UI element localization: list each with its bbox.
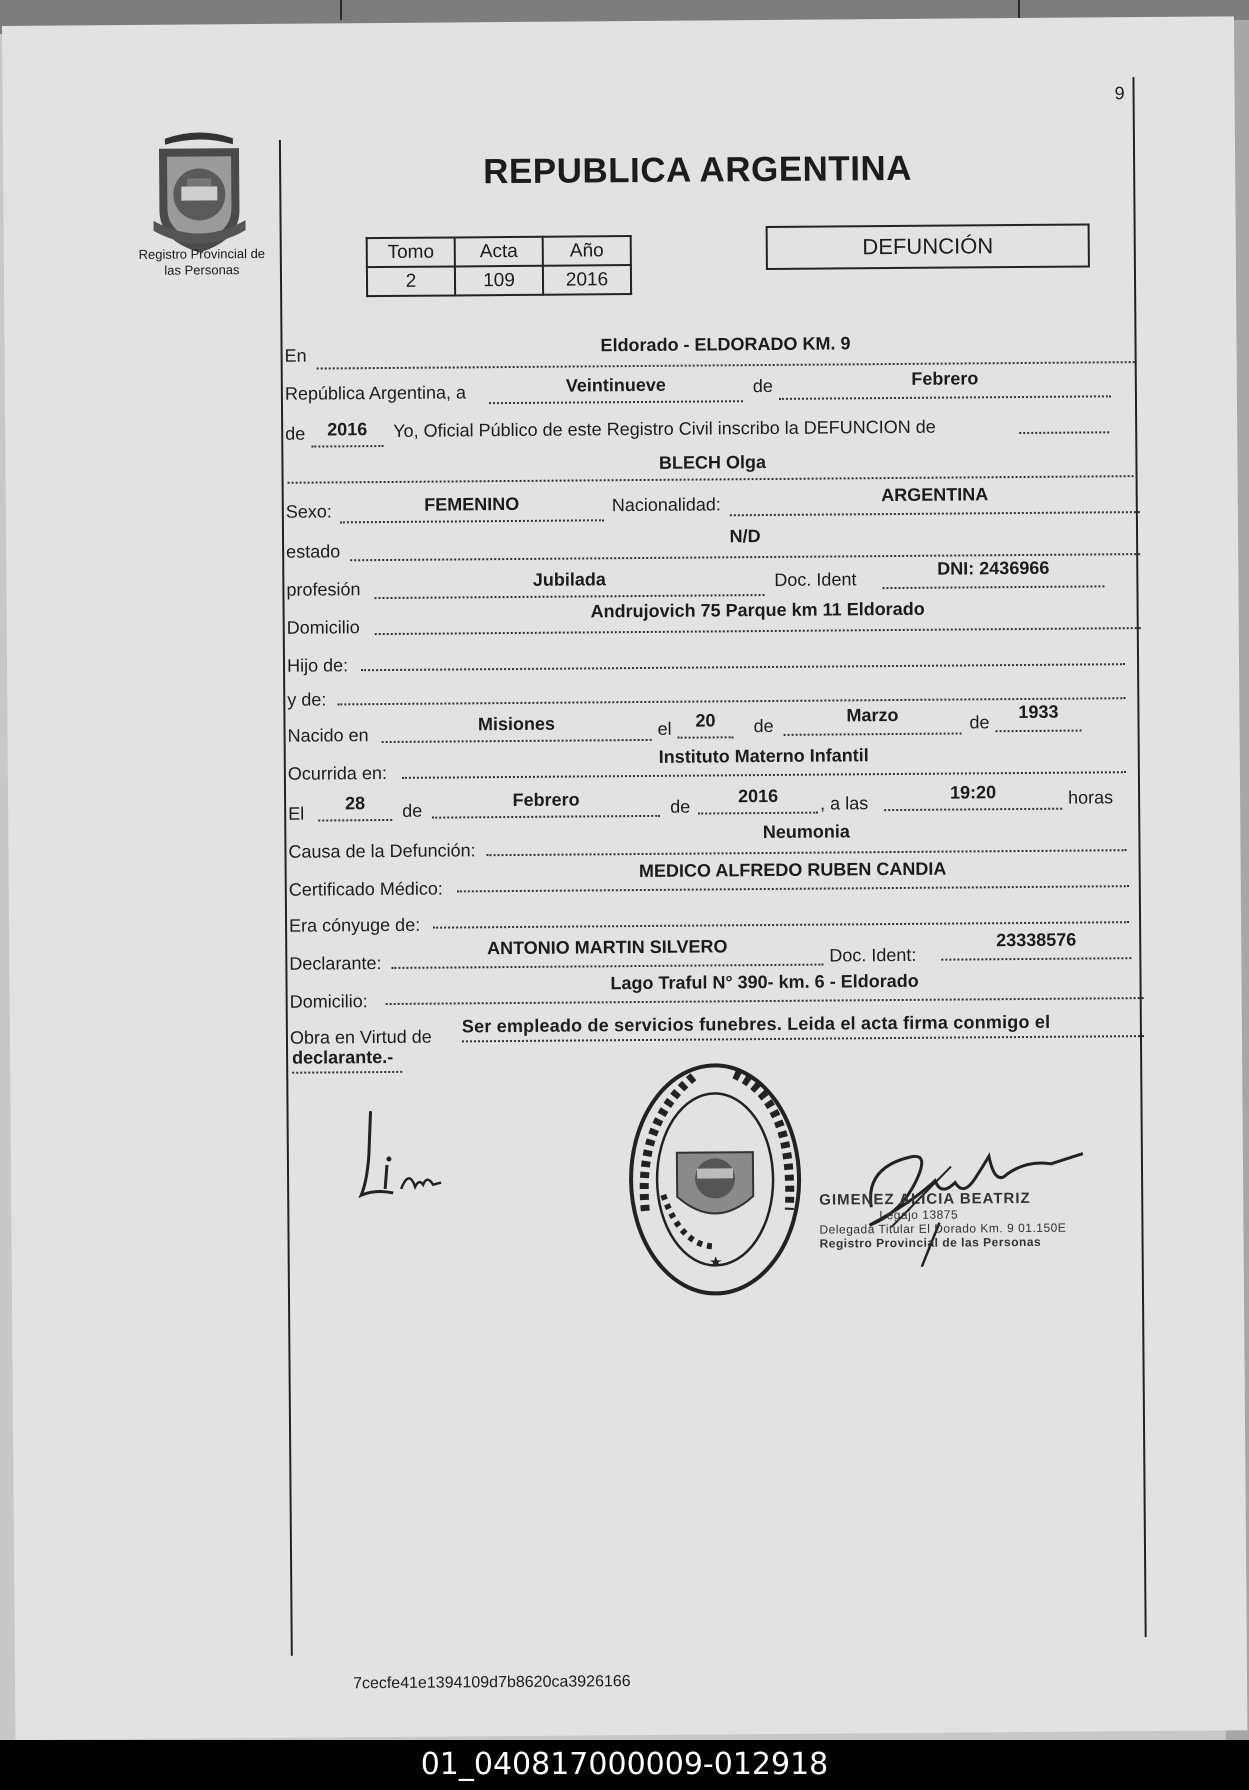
day-value: Veintinueve bbox=[565, 374, 666, 396]
conyuge-label: Era cónyuge de: bbox=[288, 914, 421, 936]
nacido-label: Nacido en bbox=[287, 725, 369, 746]
year-value: 2016 bbox=[327, 419, 368, 440]
domicilio-label: Domicilio bbox=[286, 617, 360, 638]
sexo-label: Sexo: bbox=[285, 501, 332, 522]
ocurrida-label: Ocurrida en: bbox=[287, 763, 388, 784]
logo-caption: Registro Provincial de las Personas bbox=[138, 245, 266, 278]
declarante-doc-value: 23338576 bbox=[996, 929, 1077, 951]
dotted-line bbox=[292, 1071, 402, 1074]
el-label: El bbox=[288, 803, 305, 824]
dotted-line bbox=[340, 519, 604, 523]
ocurrida-value: Instituto Materno Infantil bbox=[658, 745, 869, 767]
de-label: de bbox=[969, 712, 990, 733]
dotted-line bbox=[698, 812, 818, 815]
ref-value-acta: 109 bbox=[455, 266, 543, 296]
ref-value-tomo: 2 bbox=[367, 266, 455, 296]
scan-edge-mark bbox=[340, 0, 342, 20]
de-label: de bbox=[402, 800, 423, 821]
dotted-line bbox=[375, 627, 1141, 635]
reference-table bbox=[366, 235, 632, 297]
place-value: Eldorado - ELDORADO KM. 9 bbox=[600, 333, 851, 356]
dotted-line bbox=[382, 739, 652, 743]
dotted-line bbox=[884, 808, 1062, 811]
oficial-text: Yo, Oficial Público de este Registro Civil inscribo la DEFUNCION de bbox=[393, 416, 936, 441]
dotted-line bbox=[882, 585, 1104, 589]
dotted-line bbox=[361, 663, 1125, 671]
official-registro: Registro Provincial de las Personas bbox=[819, 1234, 1042, 1251]
profesion-label: profesión bbox=[286, 579, 361, 600]
dotted-line bbox=[457, 885, 1129, 892]
dotted-line bbox=[432, 815, 660, 819]
nacionalidad-label: Nacionalidad: bbox=[611, 494, 721, 516]
doc-label: Doc. Ident: bbox=[829, 944, 917, 966]
declarante-value: ANTONIO MARTIN SILVERO bbox=[487, 936, 728, 959]
dotted-line bbox=[391, 964, 823, 969]
birth-year-value: 1933 bbox=[1018, 701, 1059, 723]
domicilio-value: Andrujovich 75 Parque km 11 Eldorado bbox=[590, 598, 925, 622]
dotted-line bbox=[386, 997, 1144, 1005]
ref-header-anio: Año bbox=[543, 236, 631, 266]
official-name: GIMENEZ ALICIA BEATRIZ bbox=[819, 1189, 1031, 1209]
dotted-line bbox=[311, 445, 383, 448]
ref-header-acta: Acta bbox=[455, 237, 543, 267]
official-signature-block bbox=[819, 1189, 1119, 1250]
document-hash: 7cecfe41e1394109d7b8620ca3926166 bbox=[352, 1673, 631, 1693]
registry-stamp bbox=[626, 1060, 804, 1299]
obra-value-line1: Ser empleado de servicios funebres. Leida el acta firma conmigo el bbox=[461, 1011, 1051, 1037]
official-legajo: Legajo 13875 bbox=[879, 1207, 959, 1223]
official-cargo: Delegada Titular El Dorado Km. 9 01.150E bbox=[819, 1220, 1067, 1237]
dotted-line bbox=[730, 511, 1140, 516]
de-label: de bbox=[753, 715, 774, 737]
death-month-value: Febrero bbox=[512, 789, 580, 811]
dotted-line bbox=[779, 395, 1111, 400]
hijo-label: Hijo de: bbox=[286, 655, 349, 676]
y-de-label: y de: bbox=[287, 689, 327, 710]
province-seal-logo bbox=[151, 128, 248, 265]
de-label: de bbox=[285, 423, 306, 444]
certificado-label: Certificado Médico: bbox=[288, 878, 443, 900]
dotted-line bbox=[402, 771, 1126, 779]
deceased-name-value: BLECH Olga bbox=[658, 452, 767, 473]
dotted-line bbox=[784, 732, 962, 735]
ref-header-tomo: Tomo bbox=[367, 237, 455, 267]
el-label: el bbox=[657, 718, 672, 739]
causa-label: Causa de la Defunción: bbox=[288, 840, 476, 862]
dotted-line bbox=[288, 475, 1138, 484]
month-value: Febrero bbox=[911, 368, 979, 389]
page-number: 9 bbox=[1114, 83, 1125, 104]
declarante-label: Declarante: bbox=[289, 953, 382, 974]
document-page bbox=[2, 16, 1247, 1740]
doc-label: Doc. Ident bbox=[774, 569, 857, 590]
dotted-line bbox=[996, 730, 1082, 733]
republica-label: República Argentina, a bbox=[284, 382, 467, 404]
nacido-value: Misiones bbox=[477, 713, 556, 735]
obra-label: Obra en Virtud de bbox=[289, 1026, 432, 1048]
de-label: de bbox=[752, 375, 773, 397]
de-label: de bbox=[670, 796, 691, 817]
birth-month-value: Marzo bbox=[846, 704, 899, 726]
dotted-line bbox=[678, 736, 734, 738]
obra-value-line2: declarante.- bbox=[292, 1046, 394, 1068]
birth-day-value: 20 bbox=[695, 710, 716, 731]
death-day-value: 28 bbox=[345, 793, 366, 814]
declarant-signature bbox=[350, 1104, 461, 1215]
nacionalidad-value: ARGENTINA bbox=[881, 484, 989, 506]
horas-label: horas bbox=[1068, 787, 1114, 808]
en-label: En bbox=[284, 345, 307, 366]
doc-value: DNI: 2436966 bbox=[937, 557, 1050, 579]
dotted-line bbox=[374, 594, 764, 599]
profesion-value: Jubilada bbox=[532, 569, 606, 590]
record-type-box: DEFUNCIÓN bbox=[766, 223, 1090, 270]
right-margin-line bbox=[1132, 77, 1146, 1637]
death-year-value: 2016 bbox=[737, 785, 779, 807]
domicilio-label: Domicilio: bbox=[289, 991, 368, 1012]
ref-value-anio: 2016 bbox=[543, 265, 631, 295]
document-title: REPUBLICA ARGENTINA bbox=[483, 148, 913, 192]
dotted-line bbox=[941, 957, 1131, 960]
causa-value: Neumonia bbox=[762, 821, 850, 843]
estado-value: N/D bbox=[729, 526, 761, 547]
sexo-value: FEMENINO bbox=[424, 493, 520, 515]
dotted-line bbox=[1019, 431, 1109, 434]
certificado-value: MEDICO ALFREDO RUBEN CANDIA bbox=[638, 858, 947, 882]
death-time-value: 19:20 bbox=[949, 782, 997, 803]
dotted-line bbox=[433, 921, 1129, 928]
estado-label: estado bbox=[286, 541, 341, 562]
dotted-line bbox=[487, 849, 1127, 856]
declarante-domicilio-value: Lago Traful N° 390- km. 6 - Eldorado bbox=[610, 970, 919, 994]
dotted-line bbox=[489, 400, 743, 404]
dotted-line bbox=[318, 819, 392, 822]
a-las-label: , a las bbox=[820, 793, 869, 814]
scan-file-id: 01_040817000009-012918 bbox=[0, 1740, 1249, 1790]
